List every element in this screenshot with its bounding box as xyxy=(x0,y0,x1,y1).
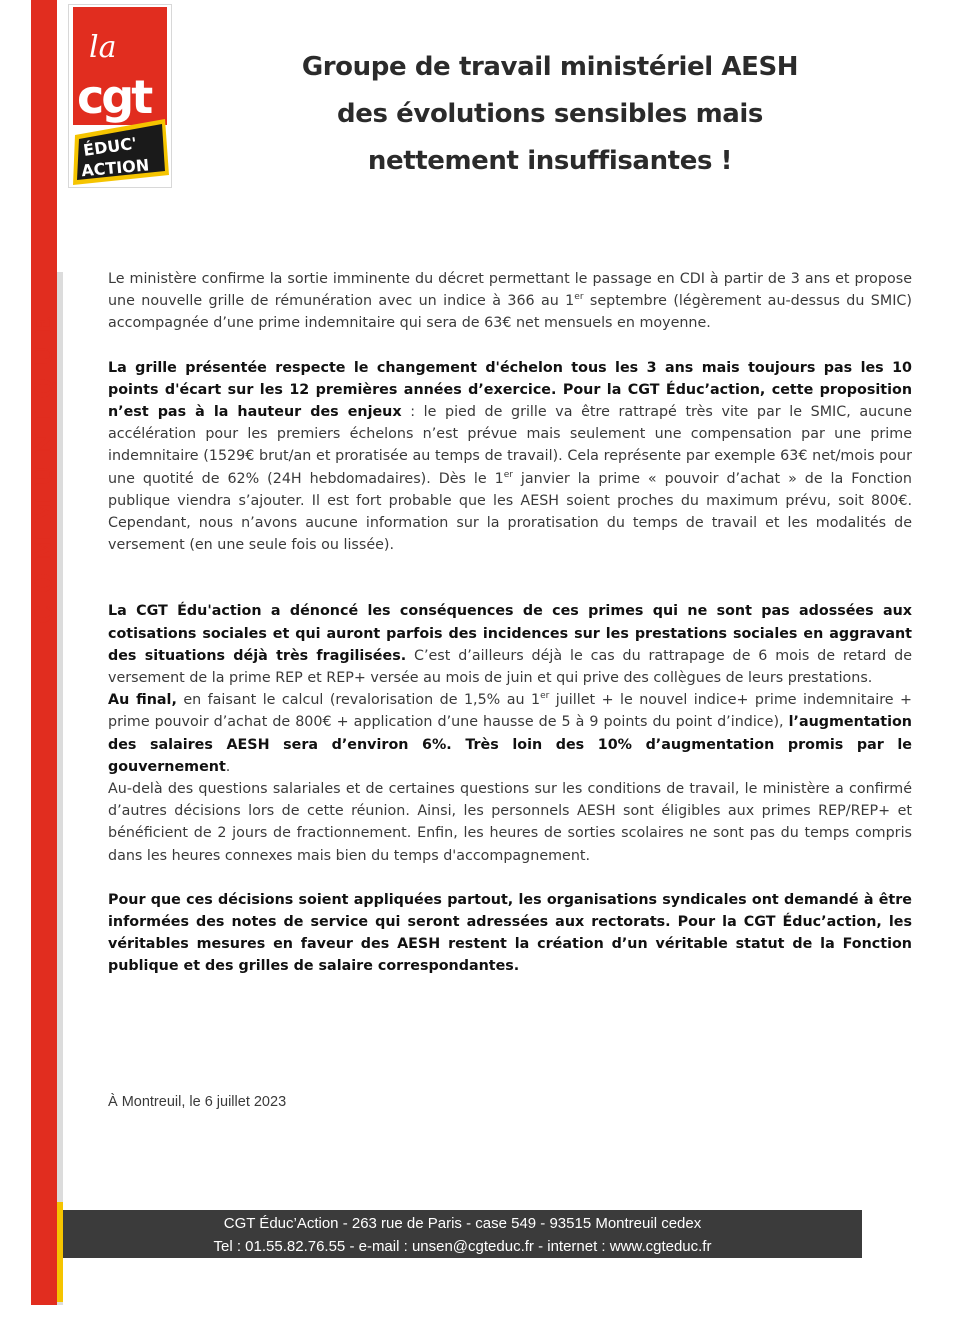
cgt-educaction-logo xyxy=(68,4,172,188)
footer-address: CGT Éduc’Action - 263 rue de Paris - case 549 - 93515 Montreuil cedex xyxy=(223,1215,702,1232)
paragraph-4 xyxy=(108,689,912,778)
p3-text: C’est d’ailleurs déjà le cas du rattrapage de 6 mois de retard de versement de la prime REP et REP+ versée au mois de juin et qui prive des collègues de leurs prestations. xyxy=(108,647,912,687)
title-line-1: Groupe de travail ministériel AESH xyxy=(301,52,799,82)
paragraph-2 xyxy=(108,357,912,557)
footer-contact: Tel : 01.55.82.76.55 - e-mail : unsen@cgteduc.fr - internet : www.cgteduc.fr xyxy=(213,1238,712,1255)
p4-sup: er xyxy=(540,691,550,702)
logo-brand: cgt xyxy=(77,70,151,124)
left-grey-band xyxy=(57,272,63,1305)
p2-sup: er xyxy=(503,469,513,480)
paragraph-6 xyxy=(108,889,912,978)
date-line: À Montreuil, le 6 juillet 2023 xyxy=(108,1094,287,1110)
p1-sup: er xyxy=(574,292,584,303)
logo-sub-line2: ACTION xyxy=(80,155,150,181)
p4-text-c: . xyxy=(225,758,231,775)
logo-graphic xyxy=(69,5,171,187)
logo-sub-line1: ÉDUC' xyxy=(82,133,139,160)
paragraph-3 xyxy=(108,600,912,689)
title-line-2: des évolutions sensibles mais xyxy=(337,99,763,129)
p6-bold: Pour que ces décisions soient appliquées partout, les organisations syndicales ont demandé à être informées des notes de service qui seront adressées aux rectorats. Pour la CGT Éduc’action, les véritables mesures en faveur des AESH restent la création d’un véritable statut de la Fonction publique et des grilles de salaire correspondantes. xyxy=(108,891,912,975)
p2-text-b: janvier la prime « pouvoir d’achat » de la Fonction publique viendra s’ajouter. Il est fort probable que les AESH soient proches du maximum prévu, soit 800€. Cependant, nous n’avons aucune information sur la proratisation du temps de travail et les modalités de versement (en une seule fois ou lissée). xyxy=(108,470,912,554)
side-label-text: COMMUNIQUE xyxy=(30,304,58,624)
document-title xyxy=(200,44,900,185)
footer-bar xyxy=(63,1210,862,1258)
title-line-3: nettement insuffisantes ! xyxy=(367,146,733,176)
paragraph-5: Au-delà des questions salariales et de certaines questions sur les conditions de travail, le ministère a confirmé d’autres décisions lors de cette réunion. Ainsi, les personnels AESH sont éligibles aux primes REP/REP+ et bénéficient de 2 jours de fractionnement. Enfin, les heures de sorties scolaires ne sont pas du temps compris dans les heures connexes mais bien du temps d'accompagnement. xyxy=(108,781,912,864)
document-body xyxy=(108,268,912,978)
paragraph-1 xyxy=(108,268,912,335)
left-red-band xyxy=(31,0,57,1305)
p3-bold: La CGT Édu'action a dénoncé les conséquences de ces primes qui ne sont pas adossées aux cotisations sociales et qui auront parfois des incidences sur les prestations sociales en aggravant des situations déjà très fragilisées. xyxy=(108,603,912,664)
p4-bold-2: l’augmentation des salaires AESH sera d’environ 6%. Très loin des 10% d’augmentation promis par le gouvernement xyxy=(108,714,912,775)
p4-text-b: juillet + le nouvel indice+ prime indemnitaire + prime pouvoir d’achat de 800€ + application d’une hausse de 5 à 9 points du point d’indice), xyxy=(108,692,912,731)
p4-text-a: en faisant le calcul (revalorisation de 1,5% au 1 xyxy=(176,692,541,709)
p1-text-b: septembre (légèrement au-dessus du SMIC) accompagnée d’une prime indemnitaire qui sera de 63€ net mensuels en moyenne. xyxy=(108,293,912,332)
p2-text-a: : le pied de grille va être rattrapé très vite par le SMIC, aucune accélération pour les premiers échelons n’est prévue mais seulement une compensation par une prime indemnitaire (1529€ brut/an et proratisée au temps de travail). Cela représente par exemple 63€ net/mois pour une quotité de 62% (24H hebdomadaires). Dès le 1 xyxy=(108,404,912,487)
p2-bold: La grille présentée respecte le changement d'échelon tous les 3 ans mais toujours pas les 10 points d'écart sur les 12 premières années d’exercice. Pour la CGT Éduc’action, cette proposition n’est pas à la hauteur des enjeux xyxy=(108,359,912,421)
p4-bold-1: Au final, xyxy=(108,692,177,709)
p1-text-a: Le ministère confirme la sortie imminente du décret permettant le passage en CDI à partir de 3 ans et propose une nouvelle grille de rémunération avec un indice à 366 au 1 xyxy=(108,271,912,310)
logo-brand-small: la xyxy=(89,30,117,65)
